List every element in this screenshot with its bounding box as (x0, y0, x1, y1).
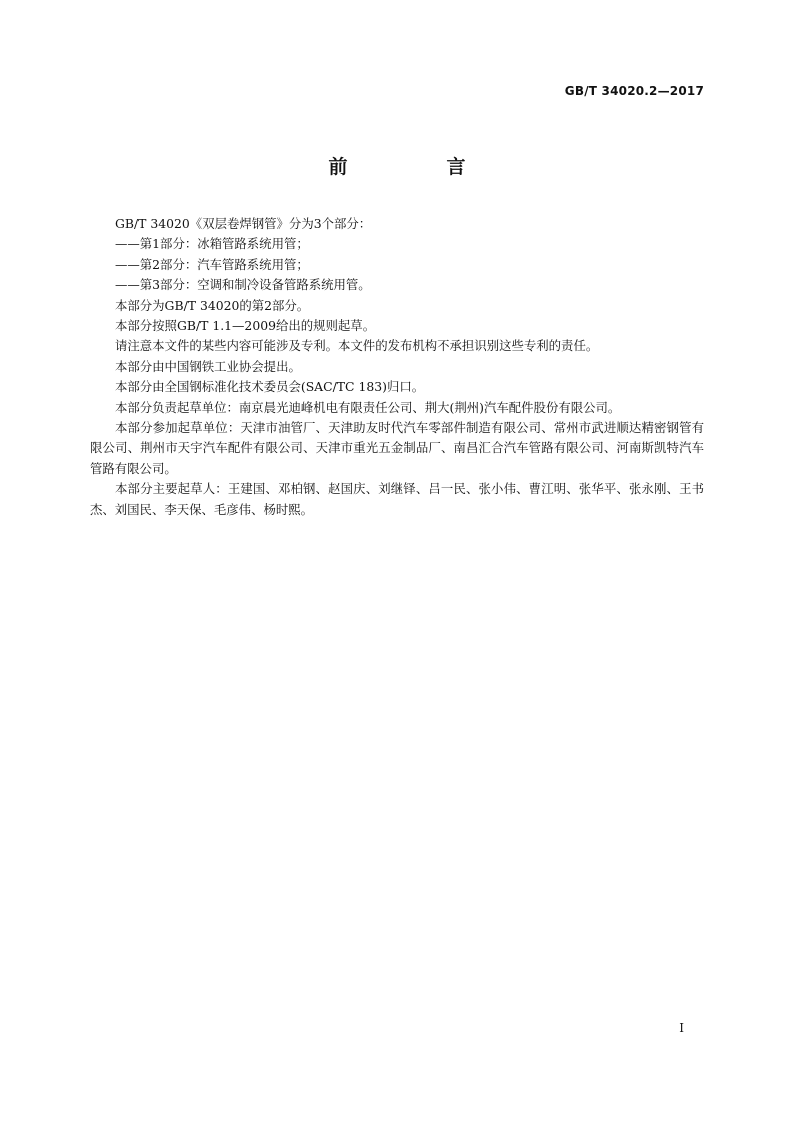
foreword-body (90, 214, 704, 520)
page-number: I (679, 1021, 684, 1035)
paragraph: 本部分为GB/T 34020的第2部分。 (115, 297, 310, 313)
paragraph: 本部分参加起草单位：天津市油管厂、天津助友时代汽车零部件制造有限公司、常州市武进顺达精密钢管有限公司、荆州市天宇汽车配件有限公司、天津市重光五金制品厂、南昌汇合汽车管路有限公司、河南斯凯特汽车管路有限公司。 (90, 420, 704, 476)
standard-code: GB/T 34020.2—2017 (564, 84, 704, 98)
paragraph: GB/T 34020《双层卷焊钢管》分为3个部分： (115, 216, 372, 231)
paragraph: ——第3部分：空调和制冷设备管路系统用管。 (115, 277, 371, 293)
paragraph: 本部分由全国钢标准化技术委员会(SAC/TC 183)归口。 (115, 379, 425, 395)
paragraph: ——第2部分：汽车管路系统用管； (115, 256, 309, 272)
paragraph: 本部分按照GB/T 1.1—2009给出的规则起草。 (115, 318, 376, 334)
paragraph: ——第1部分：冰箱管路系统用管； (115, 236, 309, 252)
paragraph: 本部分由中国钢铁工业协会提出。 (115, 358, 301, 374)
paragraph: 本部分主要起草人：王建国、邓柏钢、赵国庆、刘继铎、吕一民、张小伟、曹江明、张华平、张永刚、王书杰、刘国民、李天保、毛彦伟、杨时熙。 (90, 481, 704, 517)
paragraph: 本部分负责起草单位：南京晨光迪峰机电有限责任公司、荆大(荆州)汽车配件股份有限公司。 (115, 399, 621, 415)
page-title: 前 言 (328, 156, 506, 178)
paragraph: 请注意本文件的某些内容可能涉及专利。本文件的发布机构不承担识别这些专利的责任。 (115, 338, 599, 354)
